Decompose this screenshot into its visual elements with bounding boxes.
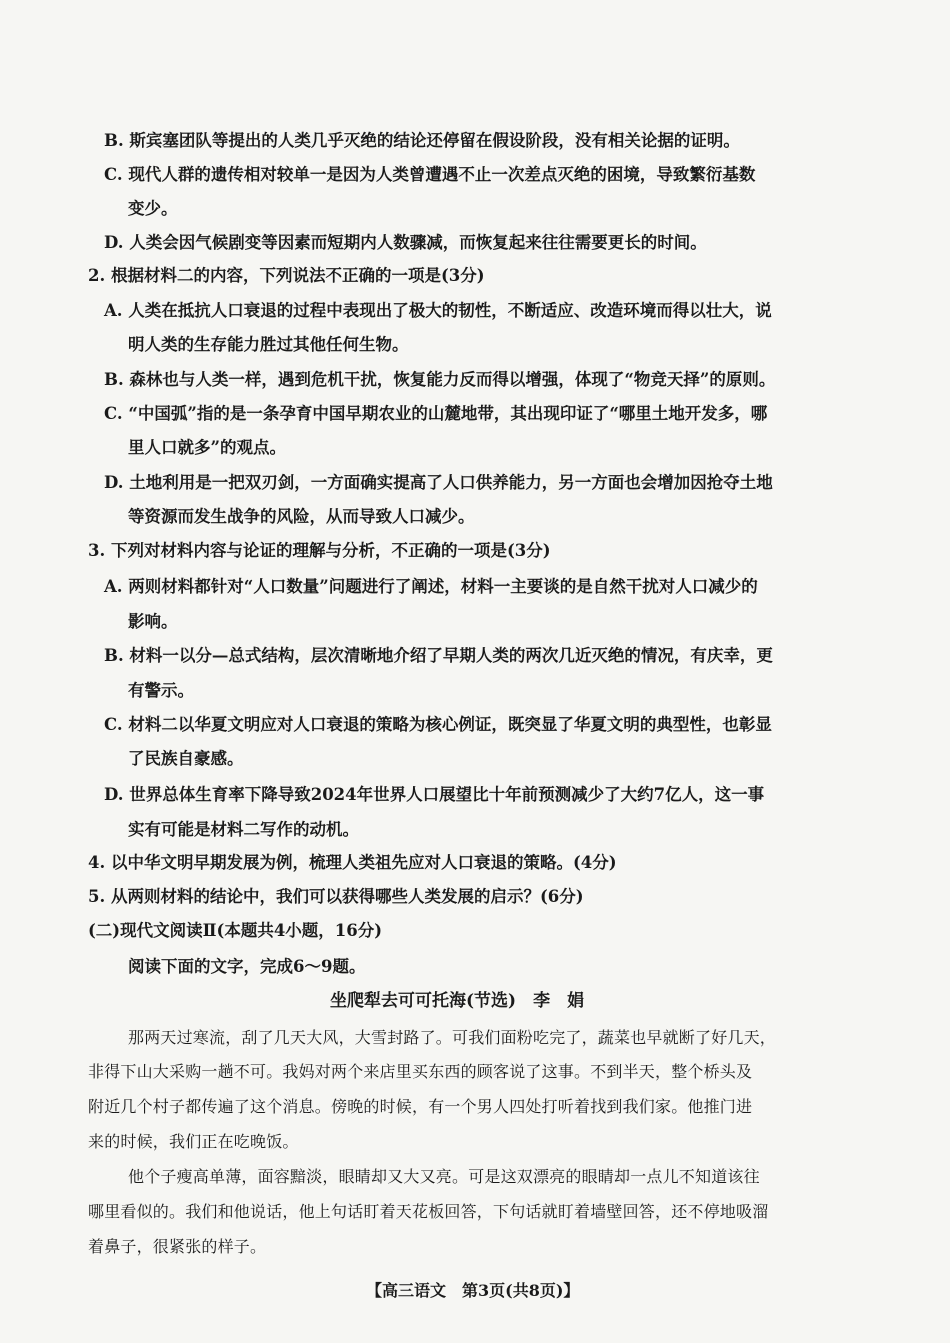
page-footer: 【高三语文 第3页(共8页)】 (366, 1281, 580, 1300)
q4-question: 4. 以中华文明早期发展为例，梳理人类祖先应对人口衰退的策略。(4分) (88, 853, 617, 872)
q1-option-d: D. 人类会因气候剧变等因素而短期内人数骤减，而恢复起来往往需要更长的时间。 (104, 233, 707, 252)
passage-p2-line3: 着鼻子，很紧张的样子。 (88, 1237, 267, 1256)
q3-option-c-line1: C. 材料二以华夏文明应对人口衰退的策略为核心例证，既突显了华夏文明的典型性，也彰显 (104, 715, 772, 734)
passage-p1-line3: 附近几个村子都传遍了这个消息。傍晚的时候，有一个男人四处打听着找到我们家。他推门进 (88, 1097, 753, 1116)
q3-option-a-line2: 影响。 (128, 612, 178, 631)
section-instruction: 阅读下面的文字，完成6～9题。 (128, 957, 366, 976)
passage-title: 坐爬犁去可可托海(节选) 李 娟 (330, 991, 585, 1011)
section-heading: (二)现代文阅读Ⅱ(本题共4小题，16分) (88, 921, 383, 940)
q2-stem: 2. 根据材料二的内容，下列说法不正确的一项是(3分) (88, 266, 485, 285)
passage-p2-line1: 他个子瘦高单薄，面容黯淡，眼睛却又大又亮。可是这双漂亮的眼睛却一点儿不知道该往 (128, 1167, 760, 1186)
q2-option-d-line2: 等资源而发生战争的风险，从而导致人口减少。 (128, 507, 475, 526)
q2-option-a-line2: 明人类的生存能力胜过其他任何生物。 (128, 335, 409, 354)
q1-option-c-line1: C. 现代人群的遗传相对较单一是因为人类曾遭遇不止一次差点灭绝的困境，导致繁衍基数 (104, 165, 756, 184)
q5-question: 5. 从两则材料的结论中，我们可以获得哪些人类发展的启示？(6分) (88, 887, 584, 906)
q1-option-b: B. 斯宾塞团队等提出的人类几乎灭绝的结论还停留在假设阶段，没有相关论据的证明。 (104, 131, 740, 150)
q2-option-b: B. 森林也与人类一样，遇到危机干扰，恢复能力反而得以增强，体现了“物竞天择”的原则。 (104, 370, 776, 389)
q3-option-c-line2: 了民族自豪感。 (128, 749, 244, 768)
q2-option-c-line1: C. “中国弧”指的是一条孕育中国早期农业的山麓地带，其出现印证了“哪里土地开发多，哪 (104, 404, 768, 423)
q3-option-d-line1: D. 世界总体生育率下降导致2024年世界人口展望比十年前预测减少了大约7亿人，这一事 (104, 785, 765, 804)
passage-p1-line4: 来的时候，我们正在吃晚饭。 (88, 1132, 299, 1151)
q3-stem: 3. 下列对材料内容与论证的理解与分析，不正确的一项是(3分) (88, 541, 551, 560)
q3-option-b-line1: B. 材料一以分—总式结构，层次清晰地介绍了早期人类的两次几近灭绝的情况，有庆幸，更 (104, 646, 773, 665)
q1-option-c-line2: 变少。 (128, 199, 178, 218)
q3-option-b-line2: 有警示。 (128, 681, 194, 700)
passage-p1-line2: 非得下山大采购一趟不可。我妈对两个来店里买东西的顾客说了这事。不到半天，整个桥头及 (88, 1062, 753, 1081)
q3-option-a-line1: A. 两则材料都针对“人口数量”问题进行了阐述，材料一主要谈的是自然干扰对人口减少的 (104, 577, 758, 596)
q3-option-d-line2: 实有可能是材料二写作的动机。 (128, 820, 359, 839)
passage-p1-line1: 那两天过寒流，刮了几天大风，大雪封路了。可我们面粉吃完了，蔬菜也早就断了好几天， (128, 1028, 777, 1047)
q2-option-a-line1: A. 人类在抵抗人口衰退的过程中表现出了极大的韧性，不断适应、改造环境而得以壮大，说 (104, 301, 772, 320)
q2-option-d-line1: D. 土地利用是一把双刃剑，一方面确实提高了人口供养能力，另一方面也会增加因抢夺土地 (104, 473, 773, 492)
passage-p2-line2: 哪里看似的。我们和他说话，他上句话盯着天花板回答，下句话就盯着墙壁回答，还不停地吸溜 (88, 1202, 769, 1221)
q2-option-c-line2: 里人口就多”的观点。 (128, 438, 286, 457)
